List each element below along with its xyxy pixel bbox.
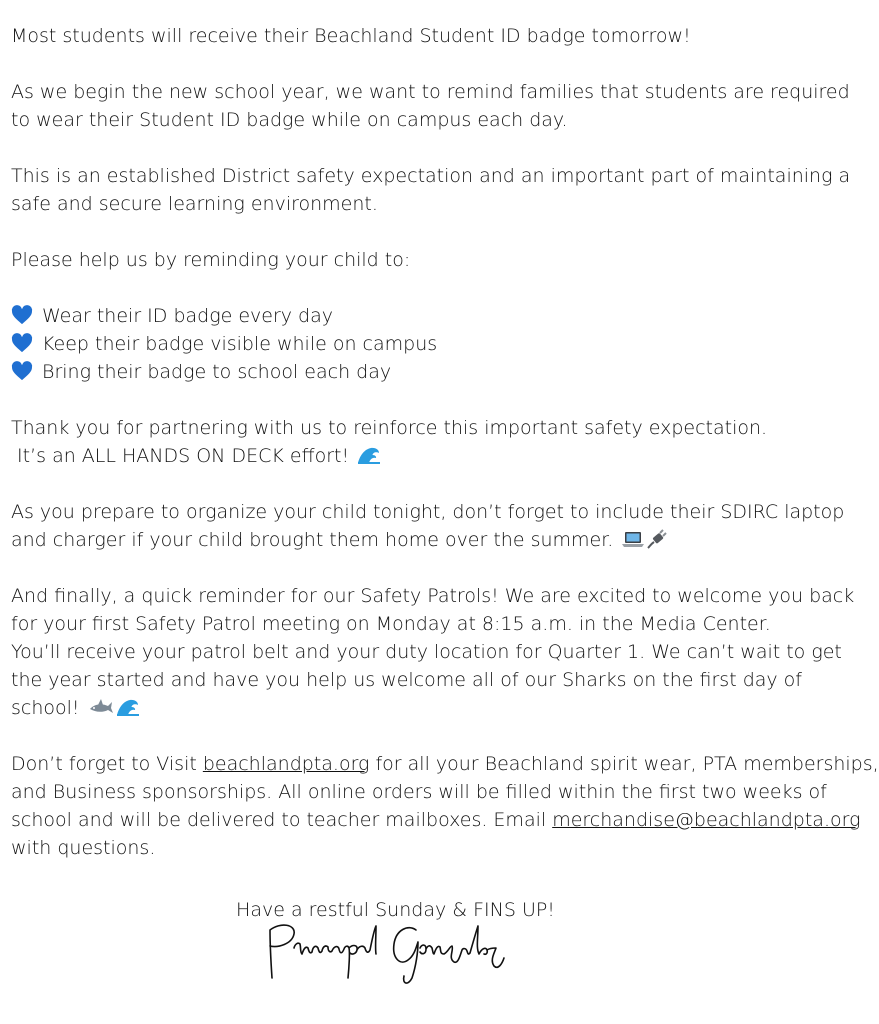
beachlandpta-link[interactable]: beachlandpta.org bbox=[202, 753, 370, 775]
blue-heart-icon bbox=[11, 333, 33, 353]
help-paragraph bbox=[11, 246, 786, 274]
checklist bbox=[11, 302, 786, 386]
reminder-line: to wear their Student ID badge while on campus each day. bbox=[11, 109, 568, 131]
help-prompt: Please help us by reminding your child to: bbox=[11, 249, 411, 271]
blue-heart-icon bbox=[11, 305, 33, 325]
thanks-line: Thank you for partnering with us to reinforce this important safety expectation. bbox=[11, 417, 768, 439]
electric-plug-icon bbox=[647, 529, 669, 549]
list-item-text: Keep their badge visible while on campus bbox=[42, 333, 438, 355]
safety-patrol-text: school! bbox=[11, 697, 80, 719]
list-item bbox=[11, 330, 786, 358]
laptop-text: and charger if your child brought them home over the summer. bbox=[11, 529, 614, 551]
expectation-line: safe and secure learning environment. bbox=[11, 193, 378, 215]
laptop-paragraph bbox=[11, 498, 845, 554]
safety-patrol-paragraph bbox=[11, 582, 855, 722]
safety-patrol-line: the year started and have you help us welcome all of our Sharks on the first day of bbox=[11, 669, 802, 691]
thanks-line bbox=[11, 442, 786, 470]
intro-paragraph bbox=[11, 22, 786, 50]
blue-heart-icon bbox=[11, 361, 33, 381]
pta-text: for all your Beachland spirit wear, PTA memberships, bbox=[369, 753, 879, 775]
reminder-line: As we begin the new school year, we want to remind families that students are required bbox=[11, 81, 850, 103]
reminder-paragraph bbox=[11, 78, 850, 134]
laptop-line: As you prepare to organize your child tonight, don’t forget to include their SDIRC laptop bbox=[11, 501, 845, 523]
list-item bbox=[11, 302, 786, 330]
expectation-paragraph bbox=[11, 162, 851, 218]
thanks-text: It’s an ALL HANDS ON DECK effort! bbox=[11, 445, 350, 467]
list-item-text: Bring their badge to school each day bbox=[42, 361, 392, 383]
pta-paragraph bbox=[11, 750, 879, 862]
signature bbox=[258, 918, 528, 988]
pta-text: Don’t forget to Visit bbox=[11, 753, 203, 775]
water-wave-icon bbox=[116, 697, 140, 717]
merchandise-email-link[interactable]: merchandise@beachlandpta.org bbox=[552, 809, 861, 831]
safety-patrol-line bbox=[11, 694, 786, 722]
pta-line: with questions. bbox=[11, 837, 156, 859]
intro-text: Most students will receive their Beachland Student ID badge tomorrow! bbox=[11, 25, 691, 47]
safety-patrol-line: You’ll receive your patrol belt and your duty location for Quarter 1. We can’t wait to get bbox=[11, 641, 842, 663]
pta-text: school and will be delivered to teacher mailboxes. Email bbox=[11, 809, 553, 831]
pta-line: and Business sponsorships. All online orders will be filled within the first two weeks of bbox=[11, 781, 827, 803]
shark-icon bbox=[88, 697, 114, 717]
laptop-icon bbox=[621, 529, 645, 549]
laptop-line bbox=[11, 526, 786, 554]
list-item bbox=[11, 358, 786, 386]
water-wave-icon bbox=[357, 445, 381, 465]
expectation-line: This is an established District safety expectation and an important part of maintaining a bbox=[11, 165, 851, 187]
list-item-text: Wear their ID badge every day bbox=[42, 305, 334, 327]
thanks-paragraph bbox=[11, 414, 786, 470]
closing-line: Have a restful Sunday & FINS UP! bbox=[236, 899, 555, 921]
letter-body bbox=[11, 22, 879, 890]
pta-line bbox=[11, 750, 879, 778]
pta-line bbox=[11, 806, 861, 834]
safety-patrol-line: for your first Safety Patrol meeting on Monday at 8:15 a.m. in the Media Center. bbox=[11, 613, 771, 635]
safety-patrol-line: And finally, a quick reminder for our Safety Patrols! We are excited to welcome you back bbox=[11, 585, 855, 607]
